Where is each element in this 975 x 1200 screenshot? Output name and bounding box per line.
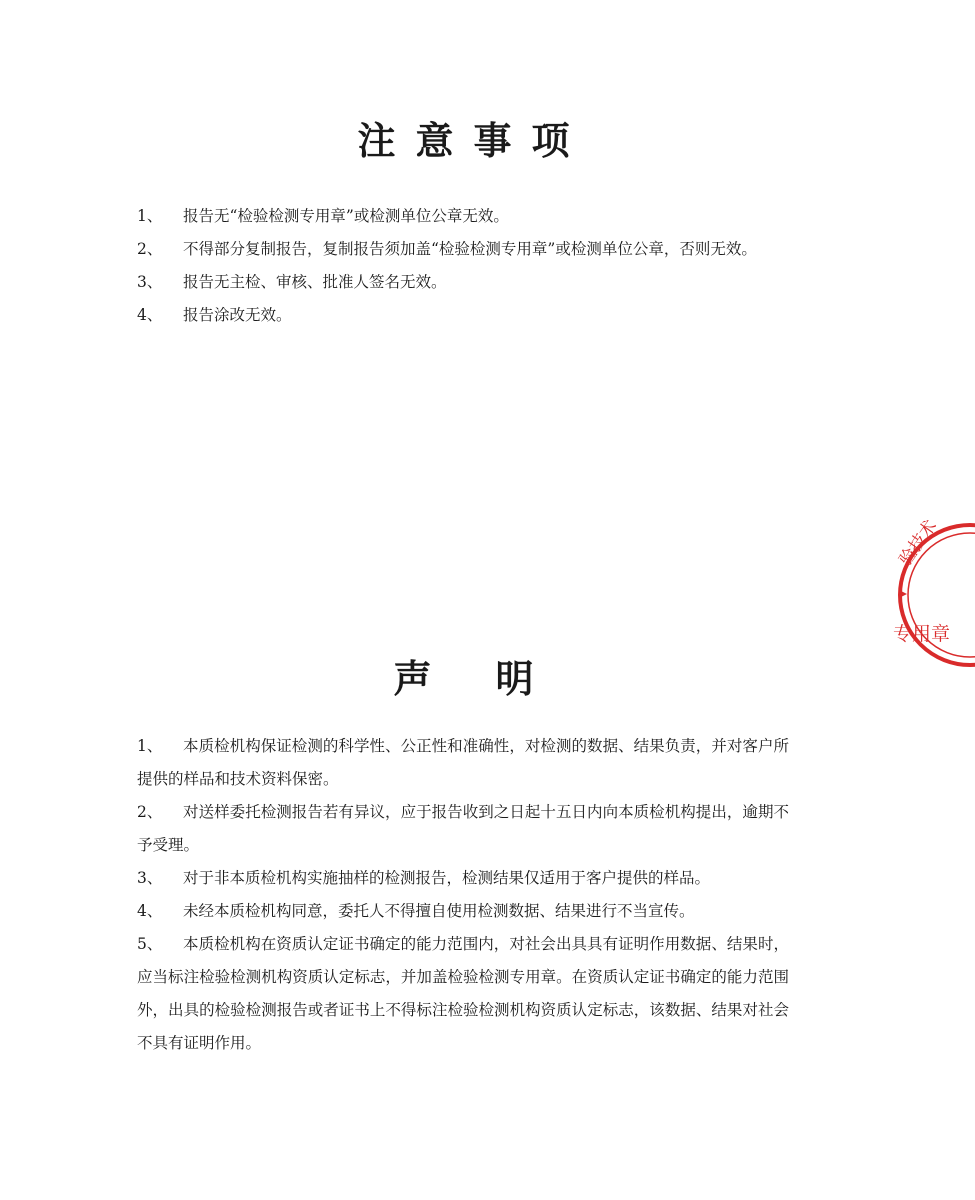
item-text: 未经本质检机构同意，委托人不得擅自使用检测数据、结果进行不当宣传。 (183, 902, 695, 920)
statement-item (137, 895, 789, 928)
item-number: 2、 (137, 240, 163, 258)
notice-list (137, 200, 789, 332)
statement-title: 声明 (393, 656, 598, 701)
item-text: 本质检机构保证检测的科学性、公正性和准确性，对检测的数据、结果负责，并对客户所提供的样品和技术资料保密。 (137, 737, 789, 788)
notice-item (137, 266, 789, 299)
item-text: 对送样委托检测报告若有异议，应于报告收到之日起十五日内向本质检机构提出，逾期不予受理。 (137, 803, 789, 854)
item-number: 4、 (137, 306, 163, 324)
item-number: 1、 (137, 737, 163, 755)
item-text: 报告无主检、审核、批准人签名无效。 (183, 273, 447, 291)
item-text: 报告无“检验检测专用章”或检测单位公章无效。 (183, 207, 509, 225)
item-number: 2、 (137, 803, 163, 821)
item-text: 对于非本质检机构实施抽样的检测报告，检测结果仅适用于客户提供的样品。 (183, 869, 711, 887)
item-number: 3、 (137, 273, 163, 291)
item-number: 5、 (137, 935, 163, 953)
statement-item (137, 862, 789, 895)
statement-item (137, 730, 789, 796)
notice-title: 注意事项 (357, 118, 590, 163)
notice-item (137, 233, 789, 266)
statement-list (137, 730, 789, 1060)
item-text: 不得部分复制报告，复制报告须加盖“检验检测专用章”或检测单位公章，否则无效。 (183, 240, 757, 258)
svg-text:专用章: 专用章 (893, 623, 951, 645)
item-number: 4、 (137, 902, 163, 920)
svg-text:验技术: 验技术 (895, 516, 942, 570)
notice-item (137, 200, 789, 233)
notice-item (137, 299, 789, 332)
item-number: 3、 (137, 869, 163, 887)
statement-item (137, 928, 789, 1060)
item-text: 报告涂改无效。 (183, 306, 292, 324)
statement-item (137, 796, 789, 862)
item-text: 本质检机构在资质认定证书确定的能力范围内，对社会出具具有证明作用数据、结果时，应当标注检验检测机构资质认定标志，并加盖检验检测专用章。在资质认定证书确定的能力范围外，出具的检验检测报告或者证书上不得标注检验检测机构资质认定标志，该数据、结果对社会不具有证明作用。 (137, 935, 789, 1052)
item-number: 1、 (137, 207, 163, 225)
